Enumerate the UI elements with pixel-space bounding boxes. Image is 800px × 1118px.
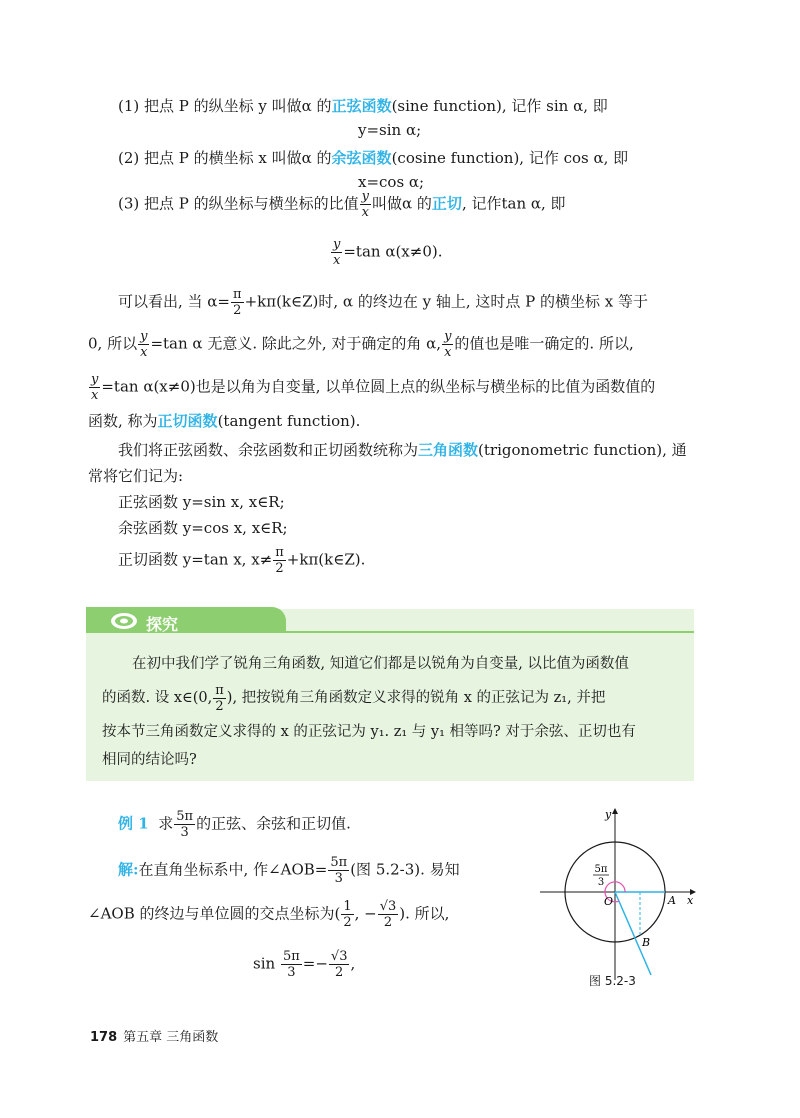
para1-line2: 0, 所以 $\frac{y}{x}$ =tan α 无意义. 除此之外, 对于确定的角 α, $\frac{y}{x}$ 的值也是唯一确定的. 所以, — [88, 329, 634, 360]
angle-label-den: 3 — [597, 877, 605, 888]
y-axis-arrow — [612, 808, 618, 814]
tangent-function-row: 正切函数 y=tan x, x≠ $\frac{\pi}{2}$ +kπ(k∈Z). — [118, 545, 366, 576]
point-b-label: B — [642, 936, 651, 949]
def-sine: (1) 把点 P 的纵坐标 y 叫做α 的正弦函数(sine function), 记作 sin α, 即 — [118, 97, 608, 115]
sine-function-row: 正弦函数 y=sin x, x∈R; — [118, 493, 285, 511]
para1-line1: 可以看出, 当 α= $\frac{\pi}{2}$ +kπ(k∈Z)时, α 的终边在 y 轴上, 这时点 P 的横坐标 x 等于 — [118, 287, 649, 318]
angle-label-num: 5π — [594, 864, 608, 875]
terminal-side-ob — [615, 892, 651, 975]
para2-line1: 我们将正弦函数、余弦函数和正切函数统称为三角函数(trigonometric function), 通 — [118, 441, 687, 459]
solution-line3: sin $\frac{5\pi}{3}$ =− $\frac{√3}{2}$ , — [253, 949, 356, 980]
point-a-label: A — [668, 894, 676, 907]
y-axis-label: y — [605, 808, 612, 821]
cosine-function-row: 余弦函数 y=cos x, x∈R; — [118, 519, 288, 537]
explore-line2: 的函数. 设 x∈(0, $\frac{\pi}{2}$ ), 把按锐角三角函数定义求得的锐角 x 的正弦记为 z₁, 并把 — [102, 682, 606, 714]
example-question: 例 1 求 $\frac{5\pi}{3}$ 的正弦、余弦和正切值. — [118, 809, 351, 840]
unit-circle-figure — [530, 800, 700, 990]
figure-caption: 图 5.2-3 — [589, 974, 636, 988]
solution-line1: 解:在直角坐标系中, 作∠AOB= $\frac{5\pi}{3}$ (图 5.2-3). 易知 — [118, 855, 460, 886]
explore-icon — [108, 611, 140, 631]
formula-tangent: $\frac{y}{x}$ =tan α(x≠0). — [333, 237, 443, 268]
x-axis-label: x — [687, 894, 694, 907]
para2-line2: 常将它们记为: — [88, 467, 184, 485]
para1-line4: 函数, 称为正切函数(tangent function). — [88, 412, 361, 430]
chapter-title: 第五章 三角函数 — [123, 1030, 219, 1045]
explore-title: 探究 — [146, 615, 179, 634]
page-footer — [90, 1026, 218, 1045]
solution-line2: ∠AOB 的终边与单位圆的交点坐标为( $\frac{1}{2}$ , − $\frac{√3}{2}$ ). 所以, — [88, 899, 450, 930]
formula-sine: y=sin α; — [358, 121, 422, 139]
def-cosine: (2) 把点 P 的横坐标 x 叫做α 的余弦函数(cosine function), 记作 cos α, 即 — [118, 149, 629, 167]
explore-line1: 在初中我们学了锐角三角函数, 知道它们都是以锐角为自变量, 以比值为函数值 — [132, 656, 629, 672]
def-tangent: (3) 把点 P 的纵坐标与横坐标的比值 $\frac{y}{x}$ 叫做α 的正切, 记作tan α, 即 — [118, 189, 566, 220]
explore-line4: 相同的结论吗? — [102, 752, 197, 768]
origin-label: O — [604, 895, 614, 908]
para1-line3: $\frac{y}{x}$ =tan α(x≠0)也是以角为自变量, 以单位圆上点的纵坐标与横坐标的比值为函数值的 — [91, 372, 656, 403]
page-number: 178 — [90, 1030, 118, 1045]
formula-cosine: x=cos α; — [358, 173, 425, 191]
explore-line3: 按本节三角函数定义求得的 x 的正弦记为 y₁. z₁ 与 y₁ 相等吗? 对于余弦、正切也有 — [102, 724, 636, 740]
